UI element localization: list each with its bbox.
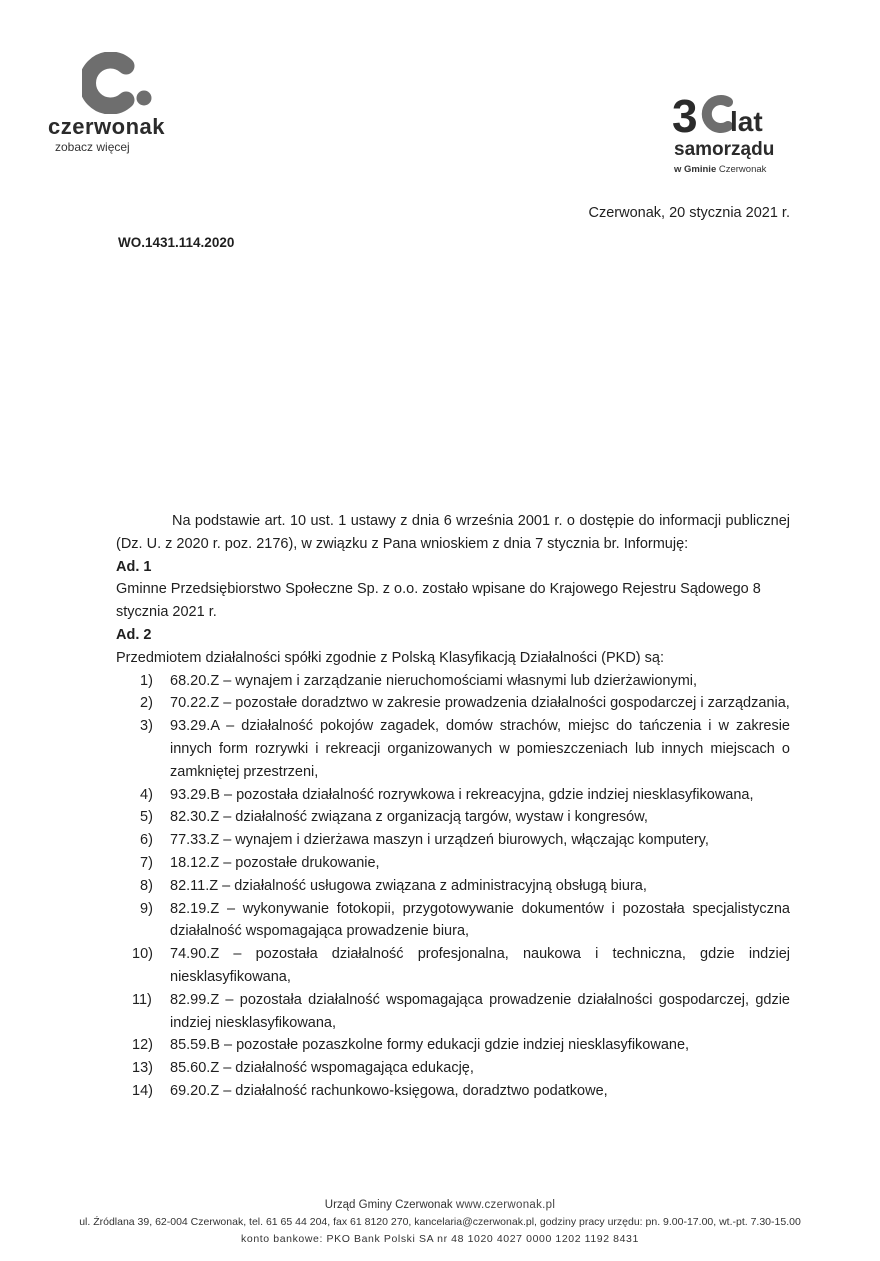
reference-number: WO.1431.114.2020 xyxy=(118,235,235,250)
list-item xyxy=(116,875,790,898)
list-item-number: 14) xyxy=(132,1082,153,1099)
ad2-text: Przedmiotem działalności spółki zgodnie z Polską Klasyfikacją Działalności (PKD) są: xyxy=(116,649,664,666)
list-item-text: 93.29.A – działalność pokojów zagadek, domów strachów, miejsc do tańczenia i w zakresie innych form rozrywki i rekreacji organizowanych w pomieszczeniach lub innych miejscach o zamkniętej przestrzeni, xyxy=(170,718,790,780)
logo-gmina-name: Czerwonak xyxy=(718,164,767,175)
list-item xyxy=(116,670,790,693)
list-item-text: 18.12.Z – pozostałe drukowanie, xyxy=(170,854,380,871)
czerwonak-c-mark-icon xyxy=(82,52,154,114)
list-item xyxy=(116,1080,790,1103)
list-item-text: 68.20.Z – wynajem i zarządzanie nieruchomościami własnymi lub dzierżawionymi, xyxy=(170,672,698,689)
list-item xyxy=(116,692,790,715)
logo-tagline: zobacz więcej xyxy=(55,140,130,154)
svg-text:3: 3 xyxy=(672,90,698,140)
list-item-number: 2) xyxy=(140,695,153,712)
list-item-text: 85.60.Z – działalność wspomagająca edukację, xyxy=(170,1060,474,1077)
logo-brand-text: czerwonak xyxy=(48,114,165,139)
list-item xyxy=(116,989,790,1035)
list-item-number: 7) xyxy=(140,854,153,871)
30-lat-samorzadu-logo xyxy=(670,88,795,180)
footer-office-name: Urząd Gminy Czerwonak xyxy=(324,1199,453,1211)
list-item-number: 1) xyxy=(140,672,153,689)
list-item-text: 82.11.Z – działalność usługowa związana z administracyjną obsługą biura, xyxy=(170,877,647,894)
list-item-number: 4) xyxy=(140,786,153,803)
ad1-heading: Ad. 1 xyxy=(116,558,152,575)
list-item-text: 82.99.Z – pozostała działalność wspomagająca prowadzenie działalności gospodarczej, gdzie indziej niesklasyfikowana, xyxy=(170,991,790,1031)
list-item-text: 69.20.Z – działalność rachunkowo-księgowa, doradztwo podatkowe, xyxy=(170,1082,608,1099)
list-item-number: 11) xyxy=(132,991,152,1008)
list-item-text: 85.59.B – pozostałe pozaszkolne formy edukacji gdzie indziej niesklasyfikowane, xyxy=(170,1037,690,1054)
letter-footer xyxy=(0,1197,880,1248)
list-item-number: 10) xyxy=(132,946,153,963)
footer-address-line: ul. Źródlana 39, 62-004 Czerwonak, tel. 61 65 44 204, fax 61 8120 270, kancelaria@czerwonak.pl, godziny pracy urzędu: pn. 9.00-17.00, wt.-pt. 7.30-15.00 xyxy=(79,1216,801,1228)
intro-paragraph: Na podstawie art. 10 ust. 1 ustawy z dnia 6 września 2001 r. o dostępie do informacji publicznej (Dz. U. z 2020 r. poz. 2176), w związku z Pana wnioskiem z dnia 7 stycznia br. Informuję: xyxy=(116,513,790,552)
logo-gmina-text xyxy=(674,164,766,175)
list-item-number: 9) xyxy=(140,900,153,917)
list-item xyxy=(116,1057,790,1080)
list-item xyxy=(116,829,790,852)
czerwonak-logo xyxy=(48,52,188,152)
list-item-text: 70.22.Z – pozostałe doradztwo w zakresie prowadzenia działalności gospodarczej i zarządzania, xyxy=(170,695,790,712)
list-item xyxy=(116,806,790,829)
footer-office-line xyxy=(0,1197,880,1214)
list-item xyxy=(116,715,790,783)
list-item-number: 6) xyxy=(140,832,153,849)
list-item xyxy=(116,784,790,807)
thirty-years-mark-icon xyxy=(670,88,736,140)
list-item-number: 13) xyxy=(132,1060,153,1077)
ad2-heading: Ad. 2 xyxy=(116,626,152,643)
list-item xyxy=(116,852,790,875)
list-item xyxy=(116,898,790,944)
list-item-number: 8) xyxy=(140,877,153,894)
list-item-text: 77.33.Z – wynajem i dzierżawa maszyn i urządzeń biurowych, włączając komputery, xyxy=(170,832,709,849)
list-item-text: 93.29.B – pozostała działalność rozrywkowa i rekreacyjna, gdzie indziej niesklasyfikowana, xyxy=(170,786,754,803)
pkd-list xyxy=(116,670,790,1103)
list-item-number: 12) xyxy=(132,1037,153,1054)
list-item-text: 82.19.Z – wykonywanie fotokopii, przygotowywanie dokumentów i pozostała specjalistyczna działalność wspomagająca prowadzenie biura, xyxy=(170,900,790,940)
footer-website-link[interactable]: www.czerwonak.pl xyxy=(455,1199,556,1211)
letter-body xyxy=(116,510,790,1103)
footer-bank-line: konto bankowe: PKO Bank Polski SA nr 48 1020 4027 0000 1202 1192 8431 xyxy=(241,1233,639,1245)
list-item-number: 5) xyxy=(140,809,153,826)
list-item-text: 74.90.Z – pozostała działalność profesjonalna, naukowa i techniczna, gdzie indziej niesklasyfikowana, xyxy=(170,946,790,985)
list-item-text: 82.30.Z – działalność związana z organizacją targów, wystaw i kongresów, xyxy=(170,809,648,826)
logo-lat-text: lat xyxy=(730,106,763,137)
ad1-text: Gminne Przedsiębiorstwo Społeczne Sp. z o.o. zostało wpisane do Krajowego Rejestru Sądowego 8 stycznia 2021 r. xyxy=(116,581,761,621)
logo-samorzadu-text: samorządu xyxy=(674,139,775,160)
logo-gmina-prefix: w Gminie xyxy=(674,164,717,175)
list-item-number: 3) xyxy=(140,718,153,735)
list-item xyxy=(116,943,790,989)
list-item xyxy=(116,1034,790,1057)
letter-date: Czerwonak, 20 stycznia 2021 r. xyxy=(588,205,790,221)
